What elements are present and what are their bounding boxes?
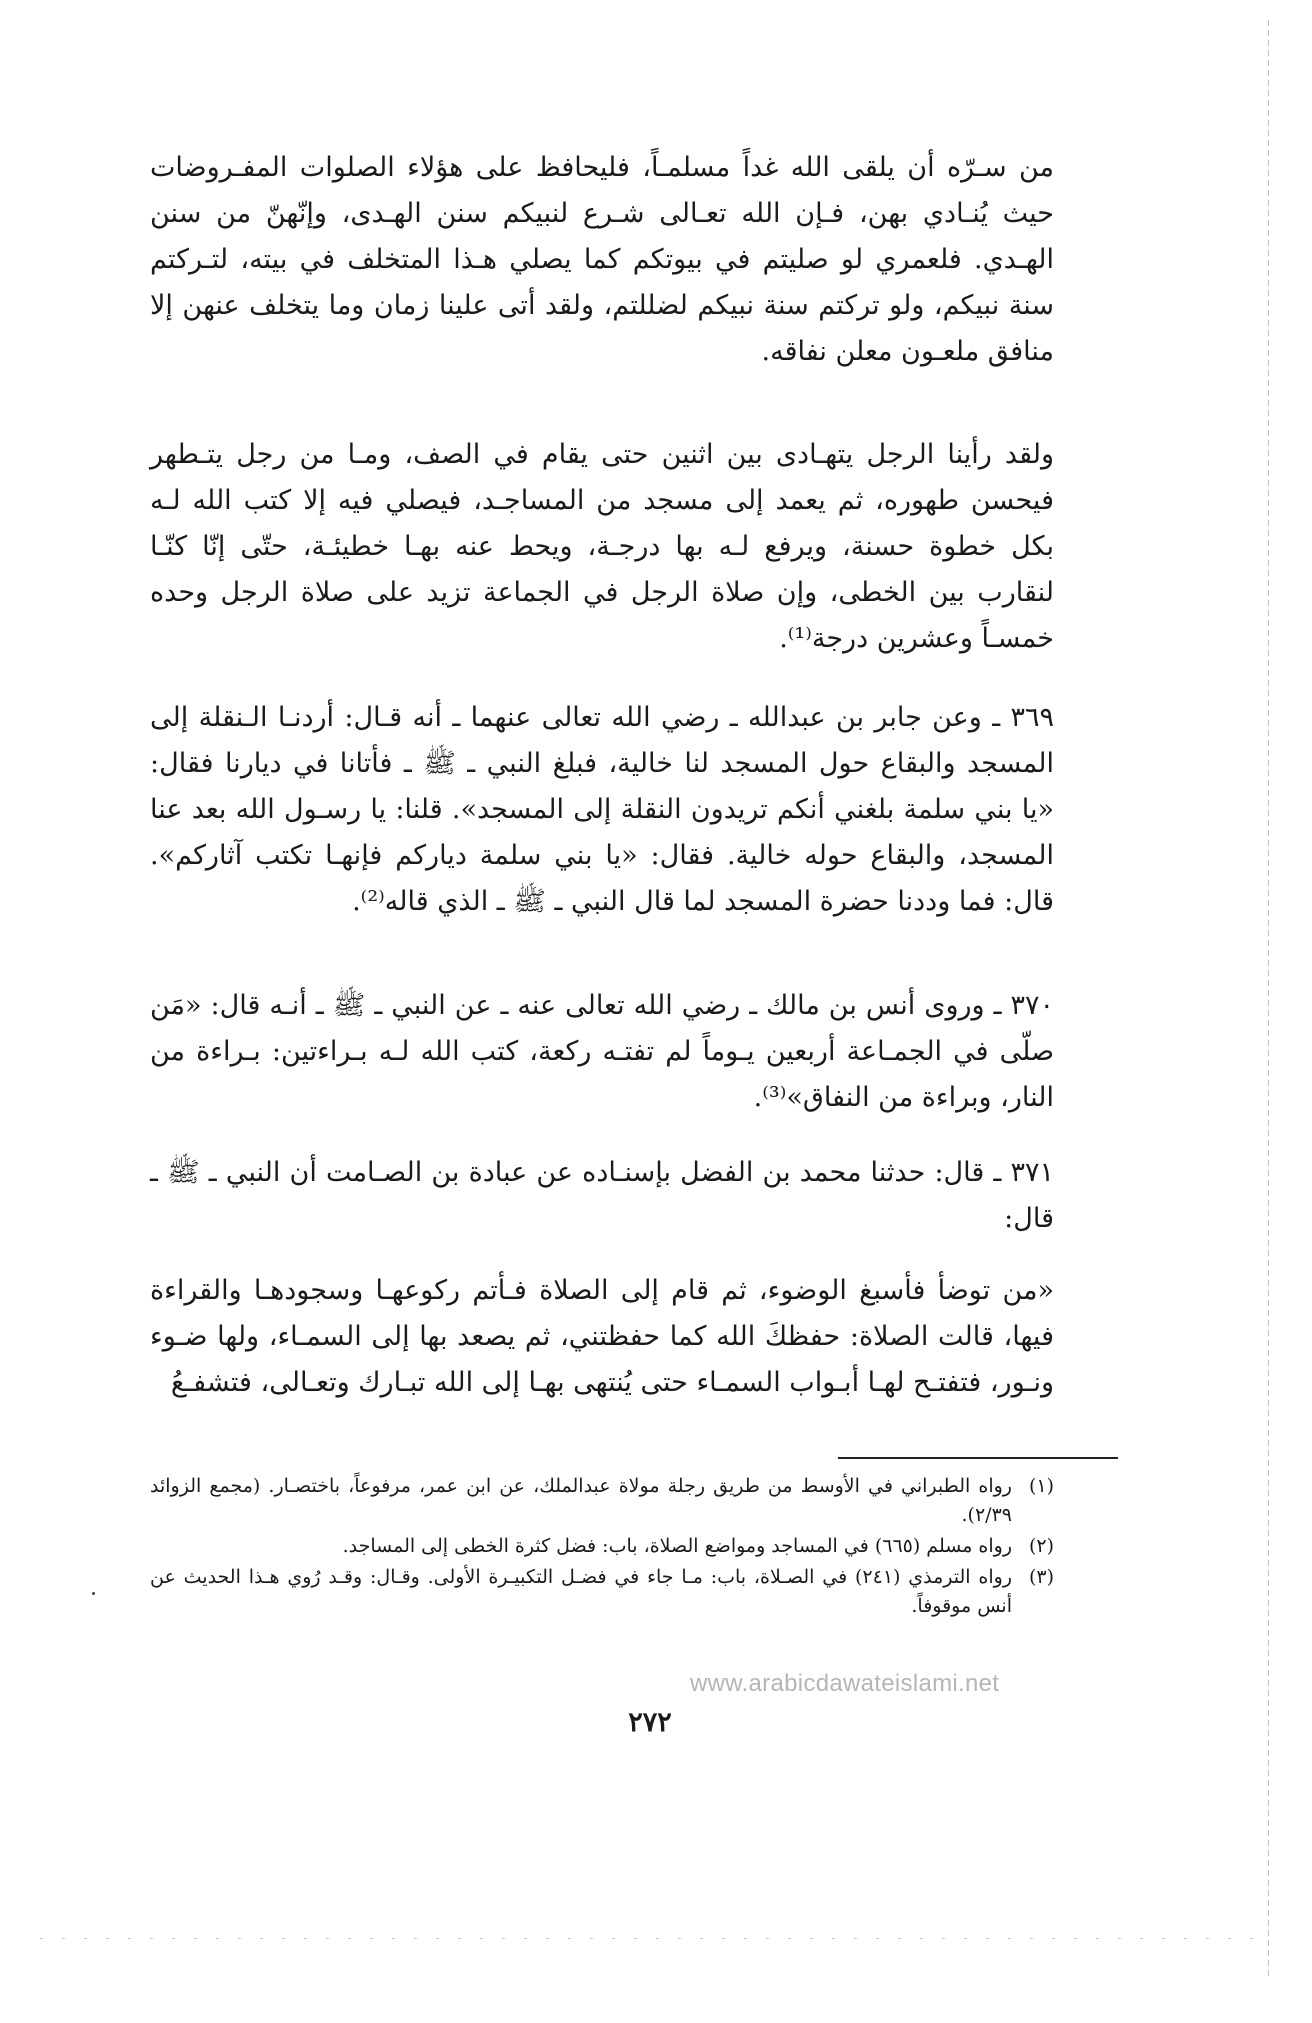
footnote-number: (٣) [1028, 1566, 1054, 1588]
page-edge-line [1268, 20, 1269, 1980]
body-paragraph [150, 432, 1054, 662]
footnote-2 [150, 1532, 1054, 1561]
paragraph-text: ولقد رأينا الرجل يتهـادى بين اثنين حتى يقام في الصف، ومـا من رجل يتـطهر فيحسن طهوره، ثم يعمد إلى مسجد من المساجـد، فيصلي فيه إلا كتب الله لـه بكل خطوة حسنة، ويرفع لـه بها درجـة، ويحط عنه بهـا خطيئـة، حتّى إنّا كنّـا لنقارب بين الخطى، وإن صلاة الرجل في الجماعة تزيد على صلاة الرجل وحده خمسـاً وعشرين درجة⁽¹⁾. [150, 439, 1054, 654]
body-paragraph [150, 145, 1054, 375]
paragraph-text: ٣٧٠ ـ وروى أنس بن مالك ـ رضي الله تعالى عنه ـ عن النبي ـ ﷺ ـ أنـه قال: «مَن صلّى في الجمـاعة أربعين يـوماً لم تفتـه ركعة، كتب الله لـه بـراءتين: بـراءة من النار، وبراءة من النفاق»⁽³⁾. [150, 990, 1054, 1113]
footnote-text: رواه مسلم (٦٦٥) في المساجد ومواضع الصلاة، باب: فضل كثرة الخطى إلى المساجد. [342, 1535, 1012, 1557]
paragraph-text: ٣٦٩ ـ وعن جابر بن عبدالله ـ رضي الله تعالى عنهما ـ أنه قـال: أردنـا الـنقلة إلى المسجد والبقاع حول المسجد لنا خالية، فبلغ النبي ـ ﷺ ـ فأتانا في ديارنا فقال: «يا بني سلمة بلغني أنكم تريدون النقلة إلى المسجد». قلنا: يا رسـول الله بعد عنا المسجد، والبقاع حوله خالية. فقال: «يا بني سلمة دياركم فإنهـا تكتب آثاركم». قال: فما وددنا حضرة المسجد لما قال النبي ـ ﷺ ـ الذي قاله⁽²⁾. [150, 702, 1054, 917]
footnote-number: (٢) [1028, 1535, 1054, 1557]
paragraph-text: «من توضأ فأسبغ الوضوء، ثم قام إلى الصلاة فـأتم ركوعهـا وسجودهـا والقراءة فيها، قالت الصلاة: حفظكَ الله كما حفظتني، ثم يصعد بها إلى السمـاء، ولها ضـوء ونـور، فتفتـح لهـا أبـواب السمـاء حتى يُنتهى بهـا إلى الله تبـارك وتعـالى، فتشفـعُ [150, 1275, 1054, 1398]
watermark: www.arabicdawateislami.net [690, 1670, 1000, 1697]
footnote-1 [150, 1472, 1054, 1530]
paragraph-text: ٣٧١ ـ قال: حدثنا محمد بن الفضل بإسنـاده عن عبادة بن الصـامت أن النبي ـ ﷺ ـ قال: [150, 1157, 1054, 1234]
body-paragraph [150, 1268, 1054, 1406]
footnote-separator [838, 1457, 1118, 1459]
hadith-371-paragraph [150, 1150, 1054, 1242]
scan-speck [92, 1592, 95, 1595]
hadith-369-paragraph [150, 695, 1054, 925]
footnotes [150, 1472, 1054, 1623]
footnote-number: (١) [1028, 1475, 1054, 1497]
scan-edge-dots [40, 1938, 1270, 1939]
paragraph-text: من سـرّه أن يلقى الله غداً مسلمـاً، فليحافظ على هؤلاء الصلوات المفـروضات حيث يُنـادي بهن، فـإن الله تعـالى شـرع لنبيكم سنن الهـدى، وإنّهنّ من سنن الهـدي. فلعمري لو صليتم في بيوتكم كما يصلي هـذا المتخلف في بيته، لتـركتم سنة نبيكم، ولو تركتم سنة نبيكم لضللتم، ولقد أتى علينا زمان وما يتخلف عنهن إلا منافق ملعـون معلن نفاقه. [150, 152, 1054, 367]
page-number: ٢٧٢ [628, 1707, 672, 1738]
footnote-text: رواه الترمذي (٢٤١) في الصـلاة، باب: مـا جاء في فضـل التكبيـرة الأولى. وقـال: وقـد رُوي هـذا الحديث عن أنس موقوفاً. [150, 1566, 1012, 1617]
footnote-text: رواه الطبراني في الأوسط من طريق رجلة مولاة عبدالملك، عن ابن عمر، مرفوعاً، باختصـار. (مجمع الزوائد ٢/٣٩). [150, 1475, 1012, 1526]
footnote-3 [150, 1563, 1054, 1621]
hadith-370-paragraph [150, 983, 1054, 1121]
